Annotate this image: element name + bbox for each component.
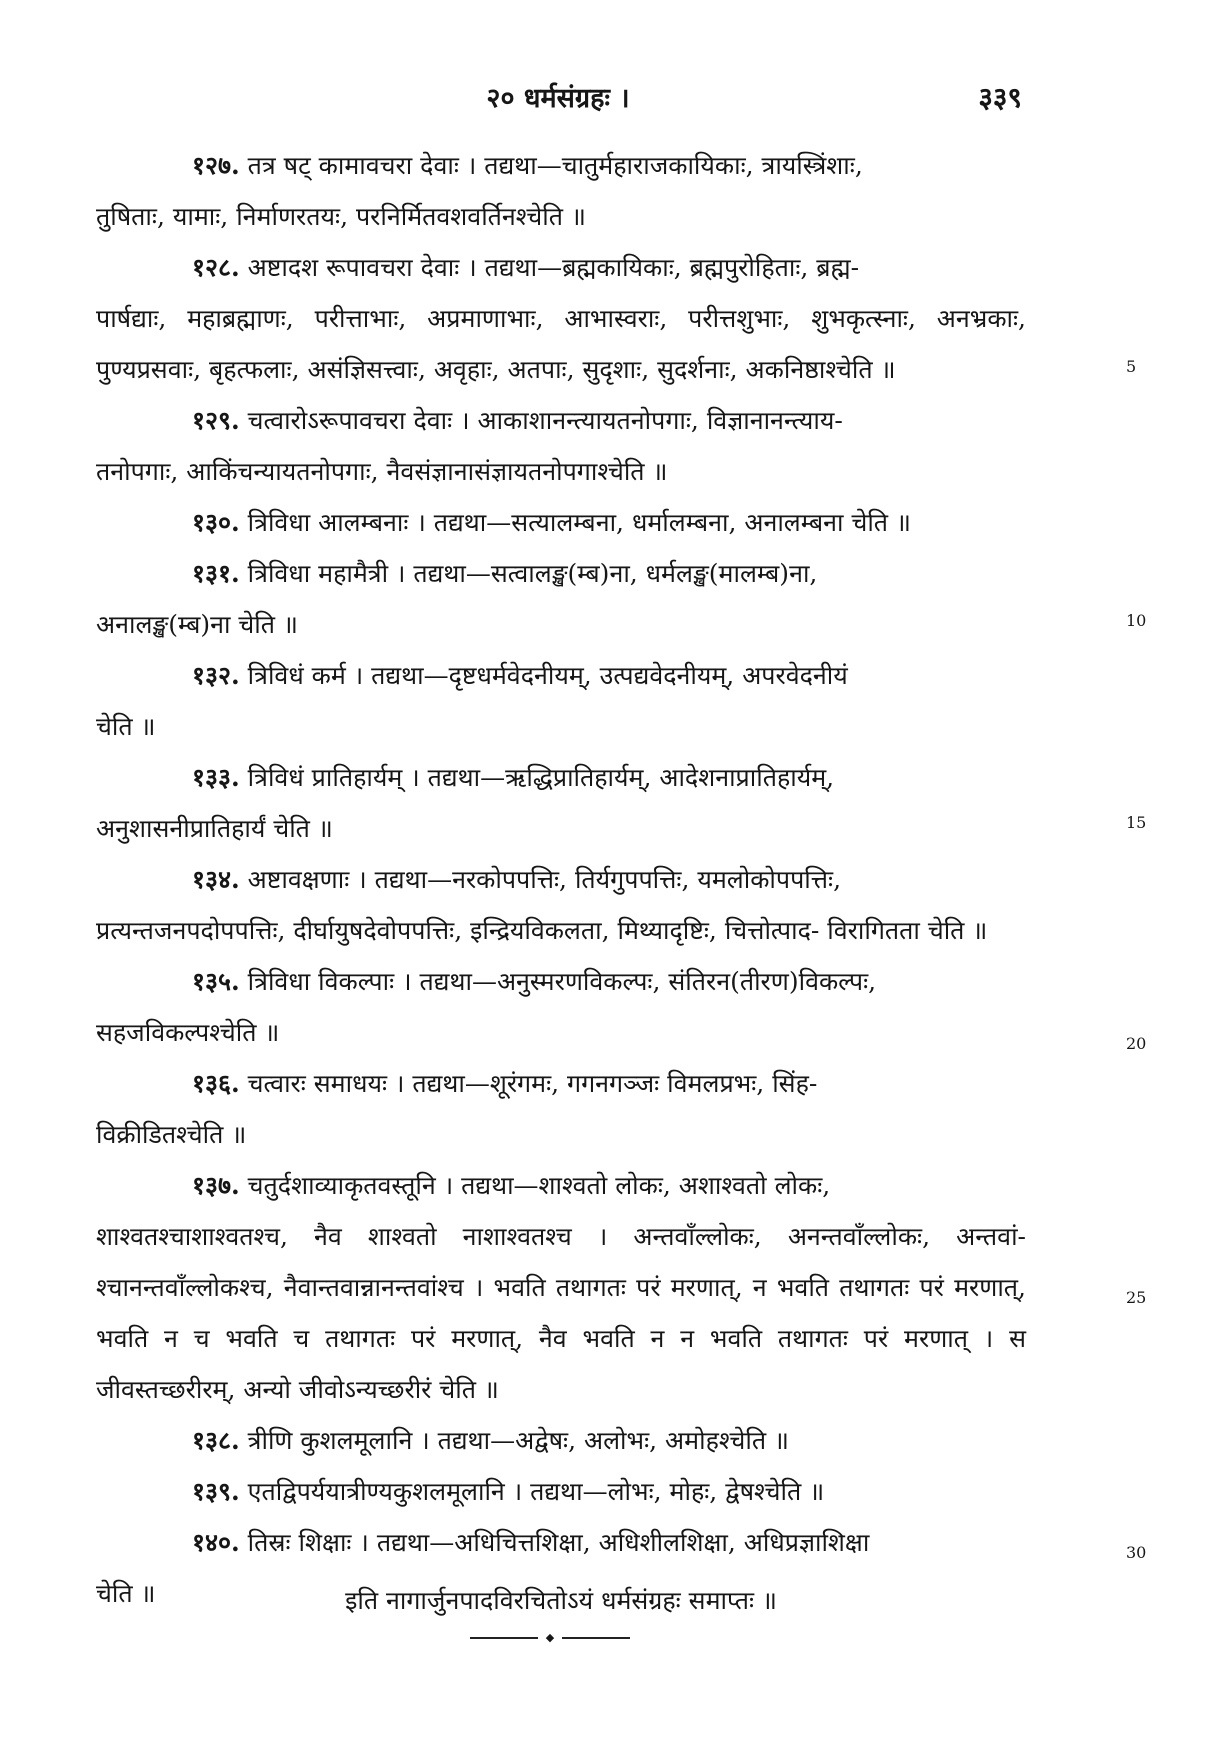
page-number: ३३९ (978, 81, 1022, 114)
paragraph-text: पार्षद्याः, महाब्रह्माणः, परीत्ताभाः, अप्रमाणाभाः, आभास्वराः, परीत्तशुभाः, शुभकृत्स्नाः, अनभ्रकाः, पुण्यप्रसवाः, बृहत्फलाः, असंज्ञिसत्त्वाः, अवृहाः, अतपाः, सुदृशाः, सुदर्शनाः, अकनिष्ठाश्चेति ॥ (96, 304, 1026, 384)
paragraph-number: १३१. (192, 559, 240, 588)
line-number: 25 (1126, 1288, 1147, 1307)
paragraph-127 (96, 140, 1026, 242)
paragraph-text: विक्रीडितश्चेति ॥ (96, 1120, 247, 1149)
end-ornament (470, 1632, 630, 1644)
ornament-mark: ◆ (538, 1632, 562, 1644)
paragraph-first-line: त्रिविधा विकल्पाः । तद्यथा—अनुस्मरणविकल्पः, संतिरन(तीरण)विकल्पः, (239, 967, 877, 996)
paragraph-first-line: तिस्रः शिक्षाः । तद्यथा—अधिचित्तशिक्षा, अधिशीलशिक्षा, अधिप्रज्ञाशिक्षा (239, 1528, 870, 1557)
paragraph-136 (96, 1058, 1026, 1160)
paragraph-first-line: त्रिविधं कर्म । तद्यथा—दृष्टधर्मवेदनीयम्, उत्पद्यवेदनीयम्, अपरवेदनीयं (239, 661, 848, 690)
paragraph-130 (96, 497, 1026, 548)
paragraph-134 (96, 854, 1026, 956)
line-number: 10 (1126, 611, 1147, 630)
paragraph-number: १२८. (192, 253, 240, 282)
paragraph-first-line: चत्वारोऽरूपावचरा देवाः । आकाशानन्त्यायतनोपगाः, विज्ञानानन्त्याय- (239, 406, 843, 435)
paragraph-number: १३०. (192, 508, 240, 537)
paragraph-first-line: अष्टावक्षणाः । तद्यथा—नरकोपपत्तिः, तिर्यगुपपत्तिः, यमलोकोपपत्तिः, (239, 865, 842, 894)
paragraph-129 (96, 395, 1026, 497)
paragraph-138 (96, 1415, 1026, 1466)
paragraph-number: १३७. (192, 1171, 240, 1200)
paragraph-number: १२७. (192, 151, 240, 180)
line-number: 15 (1126, 813, 1147, 832)
paragraph-132 (96, 650, 1026, 752)
paragraph-first-line: एतद्विपर्ययात्रीण्यकुशलमूलानि । तद्यथा—लोभः, मोहः, द्वेषश्चेति ॥ (239, 1477, 825, 1506)
paragraph-137 (96, 1160, 1026, 1415)
paragraph-number: १३४. (192, 865, 240, 894)
paragraph-first-line: त्रीणि कुशलमूलानि । तद्यथा—अद्वेषः, अलोभः, अमोहश्चेति ॥ (239, 1426, 789, 1455)
paragraph-first-line: तत्र षट् कामावचरा देवाः । तद्यथा—चातुर्महाराजकायिकाः, त्रायस्त्रिंशाः, (239, 151, 863, 180)
paragraph-number: १३३. (192, 763, 240, 792)
paragraph-text: चेति ॥ (96, 1579, 156, 1608)
colophon: इति नागार्जुनपादविरचितोऽयं धर्मसंग्रहः समाप्तः ॥ (345, 1586, 777, 1615)
paragraph-text: प्रत्यन्तजनपदोपपत्तिः, दीर्घायुषदेवोपपत्तिः, इन्द्रियविकलता, मिथ्यादृष्टिः, चित्तोत्पाद- विरागितता चेति ॥ (96, 916, 988, 945)
paragraph-number: १३५. (192, 967, 240, 996)
line-number: 30 (1126, 1543, 1147, 1562)
paragraph-133 (96, 752, 1026, 854)
paragraph-first-line: त्रिविधा आलम्बनाः । तद्यथा—सत्यालम्बना, धर्मालम्बना, अनालम्बना चेति ॥ (239, 508, 911, 537)
paragraph-135 (96, 956, 1026, 1058)
page-header (88, 78, 1028, 118)
paragraph-number: १३६. (192, 1069, 240, 1098)
paragraph-text: तुषिताः, यामाः, निर्माणरतयः, परनिर्मितवशवर्तिनश्चेति ॥ (96, 202, 586, 231)
paragraph-number: १४०. (192, 1528, 240, 1557)
paragraph-first-line: त्रिविधं प्रातिहार्यम् । तद्यथा—ऋद्धिप्रातिहार्यम्, आदेशनाप्रातिहार्यम्, (239, 763, 835, 792)
line-number: 20 (1126, 1034, 1147, 1053)
line-number: 5 (1126, 357, 1137, 376)
paragraph-128 (96, 242, 1026, 395)
paragraph-number: १३२. (192, 661, 240, 690)
paragraph-first-line: अष्टादश रूपावचरा देवाः । तद्यथा—ब्रह्मकायिकाः, ब्रह्मपुरोहिताः, ब्रह्म- (239, 253, 860, 282)
text-column (96, 140, 1147, 1619)
paragraph-first-line: चतुर्दशाव्याकृतवस्तूनि । तद्यथा—शाश्वतो लोकः, अशाश्वतो लोकः, (239, 1171, 831, 1200)
paragraph-number: १३८. (192, 1426, 240, 1455)
paragraph-text: तनोपगाः, आकिंचन्यायतनोपगाः, नैवसंज्ञानासंज्ञायतनोपगाश्चेति ॥ (96, 457, 668, 486)
paragraph-139 (96, 1466, 1026, 1517)
paragraph-number: १२९. (192, 406, 240, 435)
paragraph-text: अनालङ्ख(म्ब)ना चेति ॥ (96, 610, 298, 639)
paragraph-text: शाश्वतश्चाशाश्वतश्च, नैव शाश्वतो नाशाश्वतश्च । अन्तवाँल्लोकः, अनन्तवाँल्लोकः, अन्तवां- श्चानन्तवाँल्लोकश्च, नैवान्तवान्नानन्तवांश्च । भवति तथागतः परं मरणात्, न भवति तथागतः परं मरणात्, भवति न च भवति च तथागतः परं मरणात्, नैव भवति न न भवति तथागतः परं मरणात् । स जीवस्तच्छरीरम्, अन्यो जीवोऽन्यच्छरीरं चेति ॥ (96, 1222, 1026, 1404)
paragraph-text: सहजविकल्पश्चेति ॥ (96, 1018, 280, 1047)
paragraph-number: १३९. (192, 1477, 240, 1506)
paragraph-first-line: त्रिविधा महामैत्री । तद्यथा—सत्वालङ्ख(म्ब)ना, धर्मलङ्ख(मालम्ब)ना, (239, 559, 818, 588)
paragraph-text: अनुशासनीप्रातिहार्यं चेति ॥ (96, 814, 333, 843)
running-title: २० धर्मसंग्रहः । (486, 83, 630, 114)
paragraph-131 (96, 548, 1026, 650)
paragraph-text: चेति ॥ (96, 712, 156, 741)
paragraph-first-line: चत्वारः समाधयः । तद्यथा—शूरंगमः, गगनगञ्जः विमलप्रभः, सिंह- (239, 1069, 818, 1098)
